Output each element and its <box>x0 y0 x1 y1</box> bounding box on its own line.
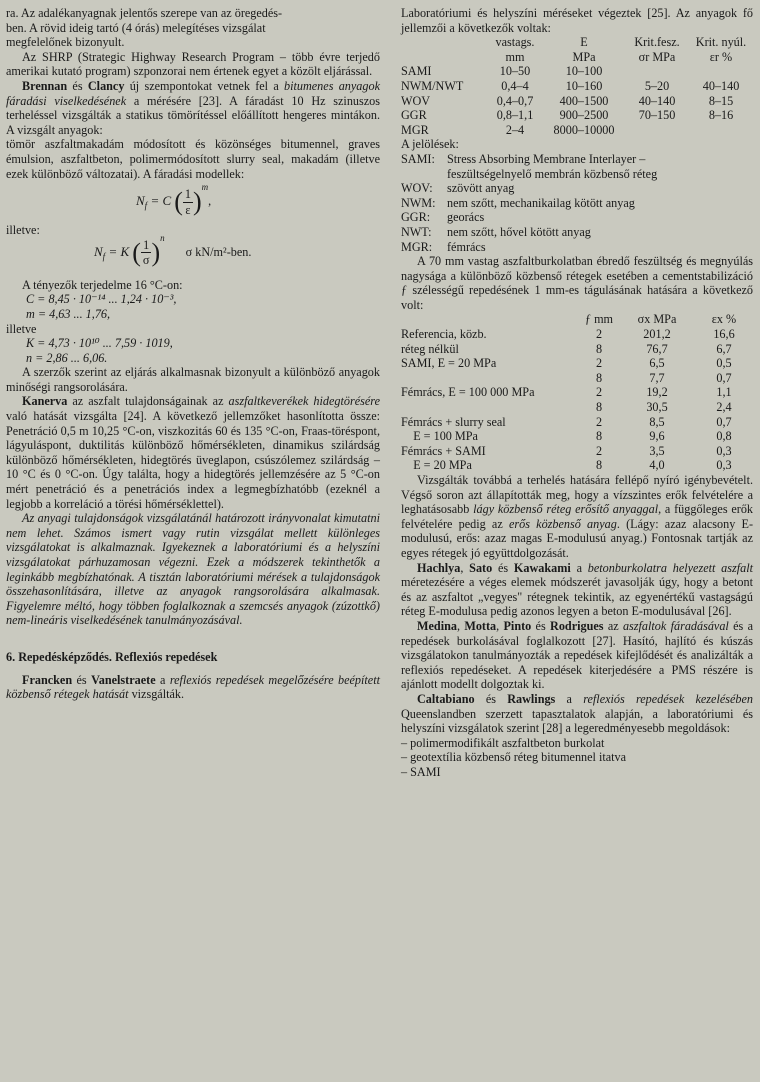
right-para-5: Medina, Motta, Pinto és Rodrigues az aszfaltok fáradásával és a repedések burkolásával foglalkozott [27]. Hasító, hajlító és kúszás vizsgálatokon tanulmányozták a repedések kifejlődését és analizálták a reflexiós repedéseket. A repedések kiterjedésére a PMS részére is ajánlott modellt dolgoztak ki. <box>401 618 754 692</box>
table-cell: 400–1500 <box>559 93 609 108</box>
notation-row <box>401 240 657 255</box>
table-cell: 76,7 <box>646 341 668 356</box>
table-header-row <box>401 312 753 327</box>
table-row <box>401 400 753 415</box>
table-cell: 0,8–1,1 <box>496 108 534 123</box>
author-vanelstraete: Vanelstraete <box>91 672 156 687</box>
left-para-8: Az anyagi tulajdonságok vizsgálatánál határozott irányvonalat kimutatni nem lehet. Számos ismert vagy rutin vizsgálat mellett különleges vizsgálatokat is alkalmaznak. Igyekeznek a laboratóriumi és a helyszíni vizsgálatokat párhuzamosan végezni. Ezek a módszerek tekinthetők a leginkább megbízhatónak. A tisztán laboratóriumi mérések a tulajdonságok összehasonlítására, illetve az anyagok rangsorolására alkalmasak. Figyelemre méltó, hogy többen foglalkoznak a szemcsés anyagok (zúzottkő) nem-lineáris viselkedésének tanulmányozásával. <box>6 511 380 628</box>
notation-value: feszültségelnyelő membrán közbenső réteg <box>447 166 658 181</box>
table-cell: 2 <box>595 327 603 342</box>
notation-key: GGR: <box>401 210 431 225</box>
notation-value: georács <box>447 210 485 225</box>
list-item: – SAMI <box>401 764 441 779</box>
table-header-cell <box>401 35 487 50</box>
table-cell: GGR <box>401 108 427 123</box>
table-cell <box>689 123 753 138</box>
table-cell: SAMI <box>401 64 432 79</box>
table-cell: 40–140 <box>702 78 740 93</box>
notation-list <box>401 152 657 254</box>
table-cell: MGR <box>401 122 429 137</box>
table-cell <box>401 371 579 386</box>
table-header-cell: MPa <box>572 49 596 64</box>
table-cell: 0,7 <box>716 414 732 429</box>
author-kanerva: Kanerva <box>22 394 68 409</box>
table-header-cell <box>401 312 579 327</box>
table-header-cell: mm <box>505 49 525 64</box>
table-row <box>401 94 753 109</box>
table-header-cell: σx MPa <box>637 312 677 327</box>
table-header-cell: εr % <box>709 49 733 64</box>
table-header-cell <box>401 50 487 65</box>
notation-key <box>401 167 447 182</box>
table-row <box>401 108 753 123</box>
table-cell: 0,5 <box>716 356 732 371</box>
materials-table <box>401 35 753 137</box>
table-cell: 0,3 <box>716 458 732 473</box>
table-cell: 2 <box>595 414 603 429</box>
table-cell: Fémrács, E = 100 000 MPa <box>401 385 535 400</box>
table-cell <box>625 64 689 79</box>
table-cell: 0,8 <box>716 429 732 444</box>
table-cell: 8000–10000 <box>553 122 615 137</box>
right-para-1: Laboratóriumi és helyszíni méréseket végeztek [25]. Az anyagok fő jellemzői a következők voltak: <box>401 6 753 35</box>
table-cell: 2–4 <box>505 122 525 137</box>
left-para-7: Kanerva az aszfalt tulajdonságainak az aszfaltkeverékek hidegtörésére való hatását vizsgálta [24]. A következő jellemzőket hasonlította össze: Penetráció 0,5 m 10,25 °C-on, viszkozitás 60 és 135 °C-on, Fraas-töréspont, lágyuláspont, duktilitás különböző hőmérsékleten, dinamikus szilárdság különböző hőmérsékleten, hidegtörés üveglapon, csúszólemez szilárdság –10 °C és 0 °C-on. Úgy találta, hogy a hidegtörés jellemzésére az 5 °C-on mért penetráció és a penetrációs index a legmegbízhatóbb (ezeknél a legjobb a korreláció a törési hőmérséklettel). <box>6 394 380 511</box>
notation-title: A jelölések: <box>401 137 459 152</box>
illetve-2: illetve <box>6 321 37 336</box>
table-header-row <box>401 35 753 50</box>
table-cell: 0,7 <box>716 370 732 385</box>
n-range: n = 2,86 ... 6,06. <box>26 350 108 365</box>
table-cell: WOV <box>401 93 431 108</box>
table-cell: 2 <box>595 443 603 458</box>
notation-value: szövött anyag <box>447 181 515 196</box>
illetve-1: illetve: <box>6 223 40 238</box>
table-cell: 201,2 <box>643 327 671 342</box>
left-para-3: Brennan és Clancy új szempontokat vetnek fel a bitumenes anyagok fáradási viselkedésének a mérésére [23]. A fáradást 10 Hz szinuszos terheléssel vizsgálták a statikus tömörítéssel előállított hengeres mintákon. A vizsgált anyagok: <box>6 78 380 137</box>
right-para-2: A 70 mm vastag aszfaltburkolatban ébredő feszültség és megnyúlás nagysága a különböző közbenső rétegek esetében a cementstabilizáció ƒ szélességű repedésének 1 mm-es tágulásának hatására a következő volt: <box>401 254 753 312</box>
table-row <box>401 64 753 79</box>
stress-strain-table <box>401 312 753 473</box>
notation-row <box>401 210 657 225</box>
table-cell: Referencia, közb. <box>401 327 487 342</box>
table-cell: 8 <box>595 370 603 385</box>
table-cell: SAMI, E = 20 MPa <box>401 356 497 371</box>
table-cell: 5–20 <box>644 78 670 93</box>
list-item: – geotextília közbenső réteg bitumennel itatva <box>401 750 627 765</box>
solutions-list <box>401 736 753 780</box>
table-cell: 8 <box>595 400 603 415</box>
table-row <box>401 327 753 342</box>
table-cell: réteg nélkül <box>401 341 459 356</box>
table-cell: 8 <box>595 429 603 444</box>
notation-value: fémrács <box>447 239 486 254</box>
section-heading: 6. Repedésképződés. Reflexiós repedések <box>6 649 218 664</box>
table-cell: 70–150 <box>638 108 676 123</box>
table-cell: 8 <box>595 341 603 356</box>
table-cell: 3,5 <box>649 443 665 458</box>
table-header-cell: Krit. nyúl. <box>695 35 747 50</box>
left-para-2: Az SHRP (Strategic Highway Research Program – több évre terjedő amerikai kutató program) szponzorai nem értenek egyet a közölt eljárással. <box>6 49 380 79</box>
notation-key: SAMI: <box>401 151 435 166</box>
table-row <box>401 356 753 371</box>
author-brennan: Brennan <box>22 78 68 93</box>
right-column <box>401 6 753 779</box>
table-header-cell: εx % <box>711 312 737 327</box>
left-para-1a: ra. Az adalékanyagnak jelentős szerepe van az öregedés- <box>6 6 283 20</box>
m-range: m = 4,63 ... 1,76, <box>26 306 111 321</box>
table-cell: Fémrács + slurry seal <box>401 414 506 429</box>
left-para-1b: ben. A rövid ideig tartó (4 órás) melegítéses vizsgálat <box>6 20 266 35</box>
k-range: K = 4,73 · 10¹⁰ ... 7,59 · 1019, <box>26 336 173 351</box>
notation-key: NWT: <box>401 224 432 239</box>
right-para-3: Vizsgálták továbbá a terhelés hatására fellépő nyíró igénybevételt. Végső soron azt állapították meg, hogy a vízszintes erők felvételére a leghatásosabb lágy közbenső réteg erősítő anyaggal, a függőleges erők felvételére pedig az erős közbenső anyag. (Lágy: azaz alacsony E-modulusú, erős: azaz magas E-modulusú anyag.) Fontosnak tartják az egyes rétegek jó együttdolgozását. <box>401 473 754 560</box>
table-cell: 10–100 <box>565 64 603 79</box>
table-header-cell: E <box>580 35 588 50</box>
right-para-4: Hachlya, Sato és Kawakami a betonburkolatra helyezett aszfalt méretezésére a véges elemek módszerét javasolják úgy, hogy a betont és az aszfaltot „vegyes" rétegnek tekintik, az egyenértékű vastagságú réteg E-modulusa pedig azonos legyen a beton E-modulusával [26]. <box>401 560 753 619</box>
notation-row <box>401 152 657 167</box>
table-cell <box>625 123 689 138</box>
table-cell: 4,0 <box>649 458 665 473</box>
table-header-row <box>401 50 753 65</box>
table-row <box>401 123 753 138</box>
table-cell <box>401 400 579 415</box>
notation-key: NWM: <box>401 195 436 210</box>
table-row <box>401 342 753 357</box>
table-cell: 7,7 <box>649 370 665 385</box>
formula-nf-1: $N_f = C$ ( $\frac{1}{\varepsilon}$ )$^m$, <box>136 181 212 217</box>
table-cell: E = 20 MPa <box>401 458 472 473</box>
table-cell: 8 <box>595 458 603 473</box>
table-cell: 8–16 <box>708 108 734 123</box>
notation-value: nem szőtt, hővel kötött anyag <box>447 224 591 239</box>
table-cell: 9,6 <box>649 429 665 444</box>
stress-unit: σ kN/m²-ben. <box>185 244 252 259</box>
c-range: C = 8,45 · 10⁻¹⁴ ... 1,24 · 10⁻³, <box>26 292 177 307</box>
notation-row <box>401 181 657 196</box>
table-cell: 8,5 <box>649 414 665 429</box>
table-cell <box>689 64 753 79</box>
table-cell: 2 <box>595 356 603 371</box>
table-cell: 2,4 <box>716 400 732 415</box>
table-cell: 10–50 <box>499 64 531 79</box>
table-cell: 2 <box>595 385 603 400</box>
table-cell: 900–2500 <box>559 108 609 123</box>
table-cell: 40–140 <box>638 93 676 108</box>
notation-row <box>401 225 657 240</box>
notation-row <box>401 167 657 182</box>
left-para-4: tömör aszfaltmakadám módosított és közönséges bitumennel, graves émulsion, aszfaltbeton, polimermódosított slurry seal, makadám (illetve ezek különböző változatai). A fáradási modellek: <box>6 137 380 181</box>
table-row <box>401 79 753 94</box>
left-column <box>6 6 380 702</box>
table-header-cell: vastags. <box>495 35 535 50</box>
right-para-6: Caltabiano és Rawlings a reflexiós repedések kezelésében Queenslandben szerzett tapasztalatok alapján, a laboratóriumi és helyszíni vizsgálatok szerint [28] a legeredményesebb megoldások: <box>401 691 753 736</box>
table-row <box>401 371 753 386</box>
table-row <box>401 458 753 473</box>
table-header-cell: ƒ mm <box>584 312 614 327</box>
table-header-cell: σr MPa <box>638 49 676 64</box>
table-cell: 0,4–4 <box>501 78 529 93</box>
notation-key: MGR: <box>401 239 433 254</box>
table-cell: 6,7 <box>716 341 732 356</box>
list-item: – polimermodifikált aszfaltbeton burkolat <box>401 735 605 750</box>
author-francken: Francken <box>22 672 73 687</box>
left-para-1c: megfelelőnek bizonyult. <box>6 35 125 50</box>
table-header-cell: Krit.fesz. <box>634 35 680 50</box>
table-cell: 8–15 <box>708 93 734 108</box>
table-cell: 6,5 <box>649 356 665 371</box>
table-row <box>401 385 753 400</box>
formula-nf-2: $N_f = K$ ( $\frac{1}{\sigma}$ )$^n$ σ kN/m²-ben. <box>94 232 252 268</box>
notation-value: nem szőtt, mechanikailag kötött anyag <box>447 195 635 210</box>
notation-key: WOV: <box>401 181 433 196</box>
table-row <box>401 444 753 459</box>
table-row <box>401 415 753 430</box>
table-cell: 0,3 <box>716 443 732 458</box>
table-cell: 0,4–0,7 <box>496 93 534 108</box>
table-cell: 1,1 <box>716 385 732 400</box>
table-cell: 30,5 <box>646 400 668 415</box>
left-para-6: A szerzők szerint az eljárás alkalmasnak bizonyult a különböző anyagok minőségi rangsorolására. <box>6 365 380 394</box>
table-cell: 16,6 <box>713 327 735 342</box>
table-cell: E = 100 MPa <box>401 429 478 444</box>
left-para-5: A tényezők terjedelme 16 °C-on: <box>22 277 183 292</box>
left-para-9: Francken és Vanelstraete a reflexiós repedések megelőzésére beépített közbenső rétegek hatását vizsgálták. <box>6 672 380 702</box>
notation-row <box>401 196 657 211</box>
author-clancy: Clancy <box>87 78 125 93</box>
table-cell: NWM/NWT <box>401 78 464 93</box>
table-cell: 10–160 <box>565 78 603 93</box>
table-cell: 19,2 <box>646 385 668 400</box>
notation-value: Stress Absorbing Membrane Interlayer – <box>447 151 646 166</box>
table-cell: Fémrács + SAMI <box>401 443 486 458</box>
table-row <box>401 429 753 444</box>
